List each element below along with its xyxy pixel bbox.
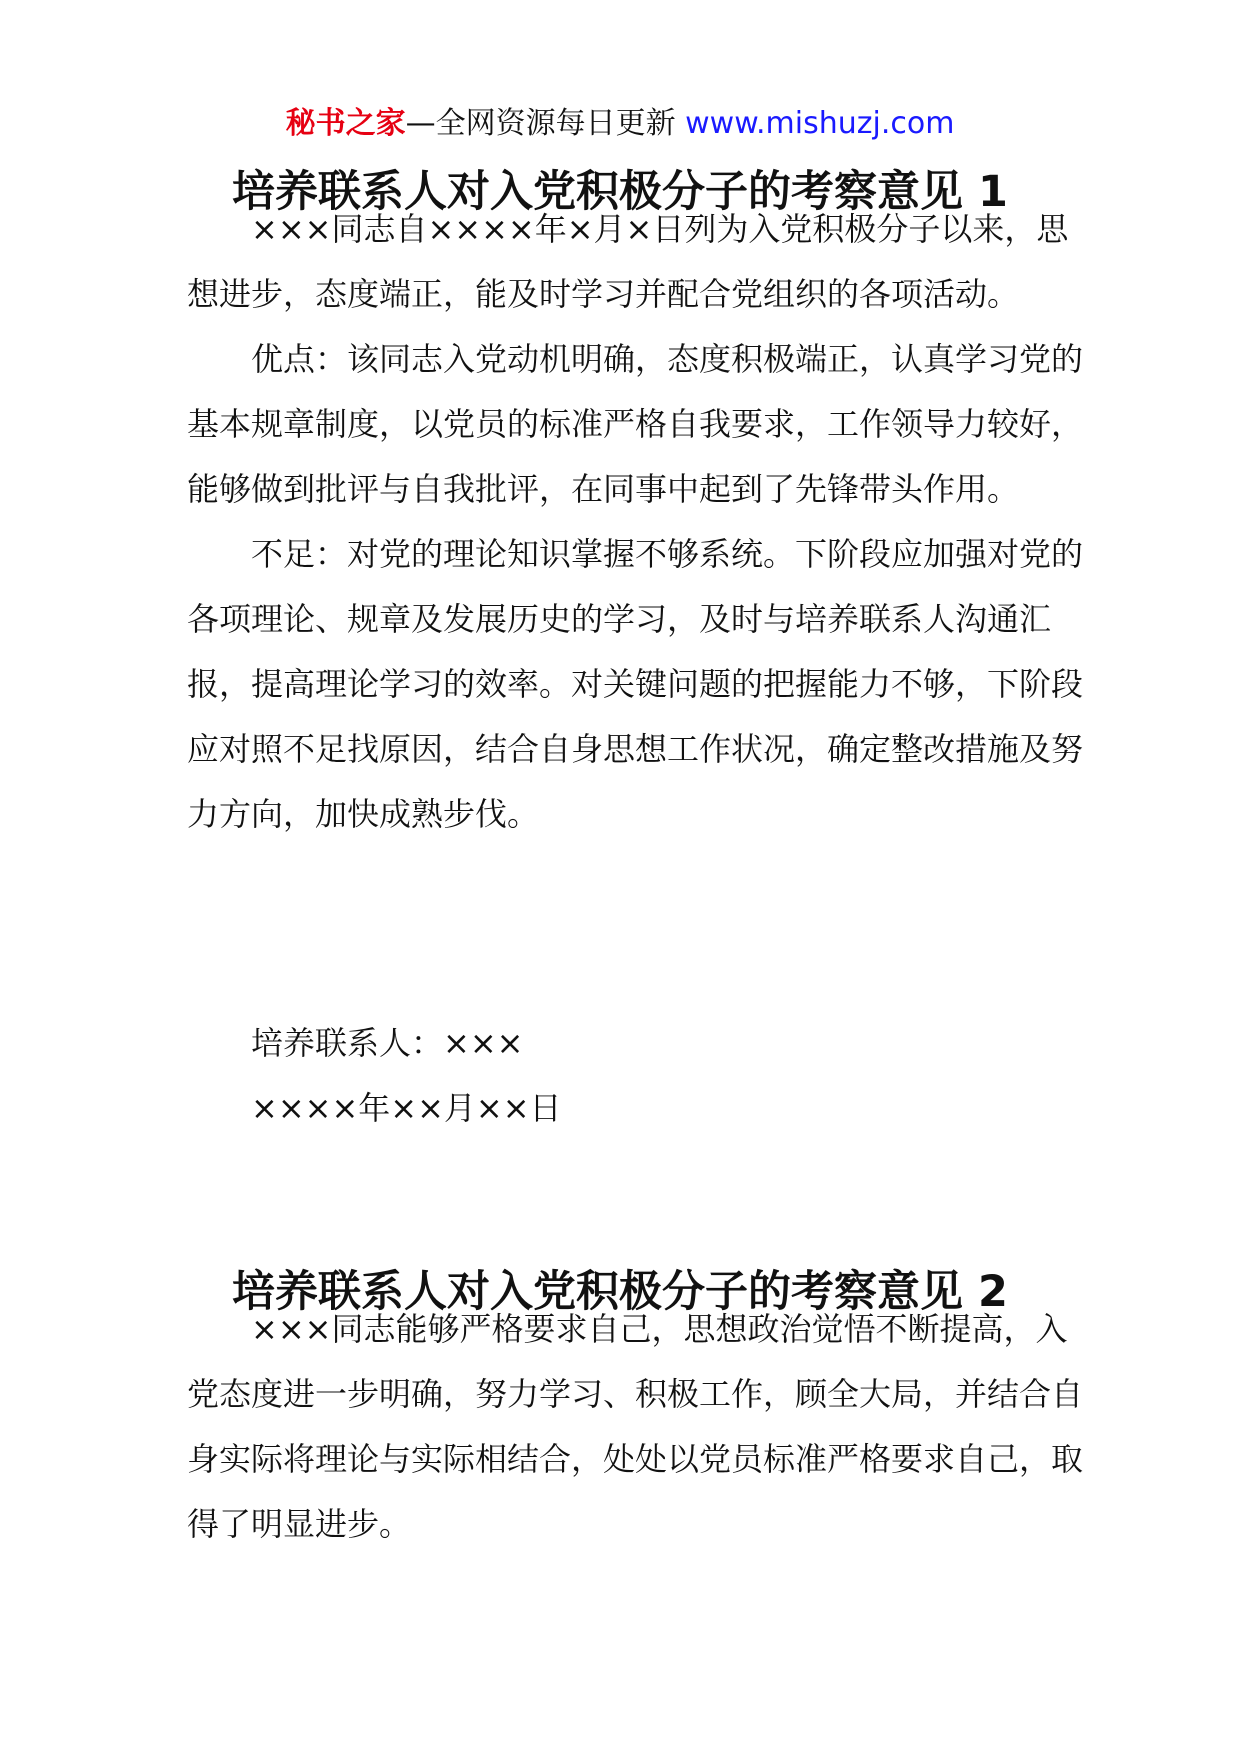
header-slogan: —全网资源每日更新: [405, 106, 676, 141]
site-header: [0, 104, 1240, 144]
signer-line: 培养联系人：×××: [251, 1024, 524, 1062]
paragraph: 不足：对党的理论知识掌握不够系统。下阶段应加强对党的各项理论、规章及发展历史的学习，及时与培养联系人沟通汇报，提高理论学习的效率。对关键问题的把握能力不够，下阶段应对照不足找原因，结合自身思想工作状况，确定整改措施及努力方向，加快成熟步伐。: [187, 535, 1084, 833]
section-1-body: [187, 197, 1087, 847]
site-url-link[interactable]: www.mishuzj.com: [685, 106, 955, 141]
section-2-body: [187, 1297, 1087, 1557]
paragraph: ×××同志自××××年×月×日列为入党积极分子以来，思想进步，态度端正，能及时学习并配合党组织的各项活动。: [187, 210, 1069, 313]
paragraph: 优点：该同志入党动机明确，态度积极端正，认真学习党的基本规章制度，以党员的标准严格自我要求，工作领导力较好，能够做到批评与自我批评，在同事中起到了先锋带头作用。: [187, 340, 1084, 508]
section-1-title: 培养联系人对入党积极分子的考察意见 1: [232, 167, 1008, 217]
section-2-title: 培养联系人对入党积极分子的考察意见 2: [232, 1267, 1008, 1317]
paragraph: ×××同志能够严格要求自己，思想政治觉悟不断提高，入党态度进一步明确，努力学习、积极工作，顾全大局，并结合自身实际将理论与实际相结合，处处以党员标准严格要求自己，取得了明显进步。: [187, 1310, 1084, 1543]
brand-name: 秘书之家: [285, 106, 406, 141]
date-line: ××××年××月××日: [251, 1089, 562, 1127]
